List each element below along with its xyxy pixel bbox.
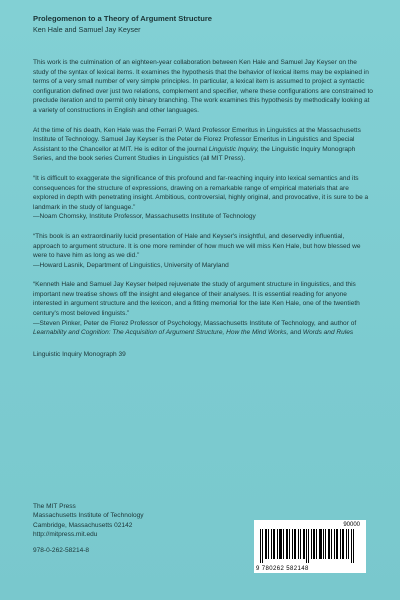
cover-body [33,58,373,359]
series-label: Linguistic Inquiry Monograph 39 [33,350,126,358]
publisher-institution: Massachusetts Institute of Technology [33,512,144,520]
endorsement-pinker [33,280,373,338]
endorsement-attribution [33,319,373,338]
description-paragraph: This work is the culmination of an eighteen-year collaboration between Ken Hale and Samuel Jay Keyser on the study of the syntax of lexical items. It examines the hypothesis that the behavior of lexical items may be explained in terms of a very small number of very simple principles. In particular, a lexical item is assumed to project a syntactic configuration defined over just two relations, complement and specifier, where these configurations are constrained to preclude iteration and to permit only binary branching. The work examines this hypothesis by methodically looking at a variety of constructions in English and other languages. [33,59,373,114]
endorsement-text: “This book is an extraordinarily lucid presentation of Hale and Keyser's insightful, and deservedly influential, approach to argument structure. It is one more reminder of how much we will miss Ken Hale, but how blessed we were to have him as long as we did.” [33,232,361,260]
cover-header [33,14,373,35]
price-code: 90000 [343,522,360,528]
publisher-info [33,502,233,540]
attribution-sep-2: and [288,329,303,337]
isbn-number: 978-0-262-58214-8 [33,547,90,554]
endorsement-attribution: —Howard Lasnik, Department of Linguistics, University of Maryland [33,261,229,269]
endorsement-chomsky [33,174,373,222]
book-title-3: Words and Rules [302,329,354,337]
attribution-text-a: —Steven Pinker, Peter de Florez Professor of Psychology, Massachusetts Institute of Technology, and author of [33,319,357,327]
publisher-address: Cambridge, Massachusetts 02142 [33,521,133,529]
endorsement-text: “It is difficult to exaggerate the significance of this profound and far-reaching inquiry into lexical semantics and its consequences for the structure of expressions, drawing on a remarkable range of empirical materials that are explored in depth with penetrating insight. Ambitious, controversial, highly original, and provocative, it is sure to be a landmark in the study of language.” [33,174,369,211]
endorsement-attribution: —Noam Chomsky, Institute Professor, Massachusetts Institute of Technology [33,213,256,221]
book-title-2: How the Mind Works, [226,329,289,337]
author-bio-text-b: the Linguistic Inquiry Monograph Series, and the book series Current Studies in Linguistics (all MIT Press). [33,145,356,163]
endorsement-lasnik [33,232,373,270]
book-title: Prolegomenon to a Theory of Argument Structure [33,14,213,23]
endorsement-text: “Kenneth Hale and Samuel Jay Keyser helped rejuvenate the study of argument structure in linguistics, and this important new treatise shows off the insight and elegance of their analyses. It is essential reading for anyone interested in argument structure and the lexicon, and a fitting memorial for the late Ken Hale, one of the twentieth century's most beloved linguists.” [33,281,360,318]
journal-title: Linguistic Inquiry, [208,145,259,153]
isbn-barcode [254,520,366,573]
author-bio-text-a: At the time of his death, Ken Hale was the Ferrari P. Ward Professor Emeritus in Linguistics at the Massachusetts Institute of Technology. Samuel Jay Keyser is the Peter de Florez Professor Emeritus in Linguistics and Special Assistant to the Chancellor at MIT. He is editor of the journal [33,126,361,153]
author-bio-paragraph [33,126,373,164]
barcode-bars-icon [258,529,362,563]
publisher-name: The MIT Press [33,503,76,510]
publisher-url: http://mitpress.mit.edu [33,531,98,539]
book-title-1: Learnability and Cognition: The Acquisition of Argument Structure, [33,329,225,337]
barcode-digits: 9 780262 582148 [256,566,309,572]
book-authors: Ken Hale and Samuel Jay Keyser [33,25,141,34]
